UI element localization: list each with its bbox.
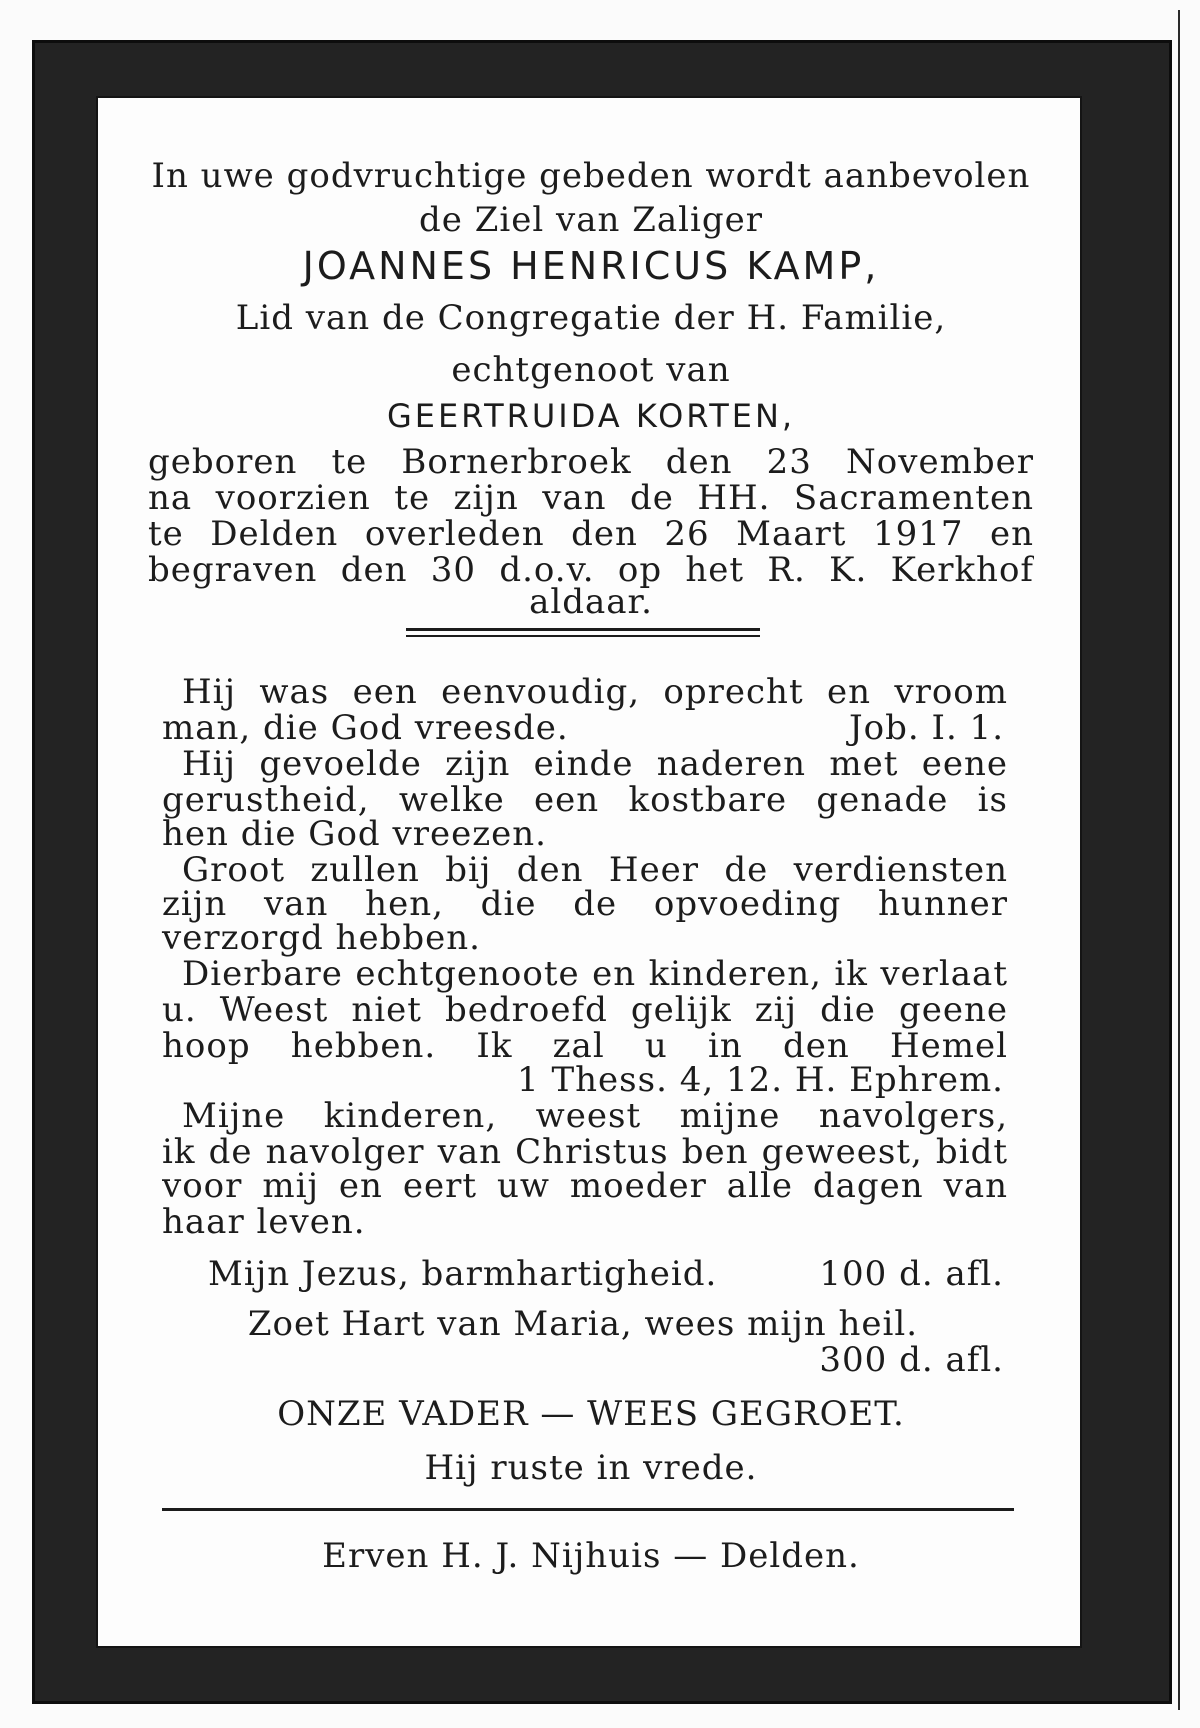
bio-last-line: aldaar.	[529, 582, 653, 622]
scan-edge	[1178, 10, 1180, 1710]
printer-imprint: Erven H. J. Nijhuis — Delden.	[322, 1536, 860, 1576]
body-line: Dierbare echtgenoote en kinderen, ik verlaat	[182, 954, 1008, 994]
closing-prayers: ONZE VADER — WEES GEGROET.	[277, 1394, 905, 1434]
bio-line: begraven den 30 d.o.v. op het R. K. Kerkhof	[148, 550, 1034, 590]
bio-line: na voorzien te zijn van de HH. Sacramenten	[148, 478, 1034, 518]
body-line: Hij gevoelde zijn einde naderen met eene	[182, 744, 1008, 784]
spouse-intro: echtgenoot van	[451, 350, 731, 390]
body-line: ik de navolger van Christus ben geweest, bidt	[162, 1132, 1008, 1172]
body-line: voor mij en eert uw moeder alle dagen van	[162, 1166, 1008, 1206]
bio-line: geboren te Bornerbroek den 23 November	[148, 442, 1034, 482]
body-line: hoop hebben. Ik zal u in den Hemel	[162, 1026, 1008, 1066]
body-line: hen die God vreezen.	[162, 814, 547, 854]
divider-rule-top	[406, 628, 760, 631]
footer-rule	[162, 1508, 1014, 1511]
indulgence-note: 100 d. afl.	[819, 1254, 1004, 1294]
body-line: Groot zullen bij den Heer de verdiensten	[182, 850, 1008, 890]
scripture-reference: 1 Thess. 4, 12. H. Ephrem.	[517, 1060, 1004, 1100]
rest-in-peace: Hij ruste in vrede.	[424, 1448, 758, 1488]
bio-line: te Delden overleden den 26 Maart 1917 en	[148, 514, 1034, 554]
body-line: gerustheid, welke een kostbare genade is	[162, 780, 1008, 820]
body-line: man, die God vreesde.	[162, 708, 569, 748]
body-line: zijn van hen, die de opvoeding hunner	[162, 884, 1008, 924]
deceased-name: JOANNES HENRICUS KAMP,	[302, 244, 880, 288]
scripture-reference: Job. I. 1.	[849, 708, 1004, 748]
membership-line: Lid van de Congregatie der H. Familie,	[235, 298, 947, 338]
divider-rule-bottom	[406, 635, 760, 637]
indulgence-note: 300 d. afl.	[819, 1340, 1004, 1380]
prayer-line: Mijn Jezus, barmhartigheid.	[208, 1254, 718, 1294]
body-line: haar leven.	[162, 1202, 366, 1242]
memorial-card	[96, 96, 1082, 1648]
prayer-line: Zoet Hart van Maria, wees mijn heil.	[247, 1304, 919, 1344]
body-line: Hij was een eenvoudig, oprecht en vroom	[182, 672, 1008, 712]
intro-line-1: In uwe godvruchtige gebeden wordt aanbevolen	[151, 156, 1031, 196]
intro-line-2: de Ziel van Zaliger	[419, 200, 763, 240]
body-line: u. Weest niet bedroefd gelijk zij die geene	[162, 990, 1008, 1030]
body-line: verzorgd hebben.	[162, 918, 481, 958]
spouse-name: GEERTRUIDA KORTEN,	[386, 397, 796, 435]
body-line: Mijne kinderen, weest mijne navolgers,	[182, 1096, 1008, 1136]
